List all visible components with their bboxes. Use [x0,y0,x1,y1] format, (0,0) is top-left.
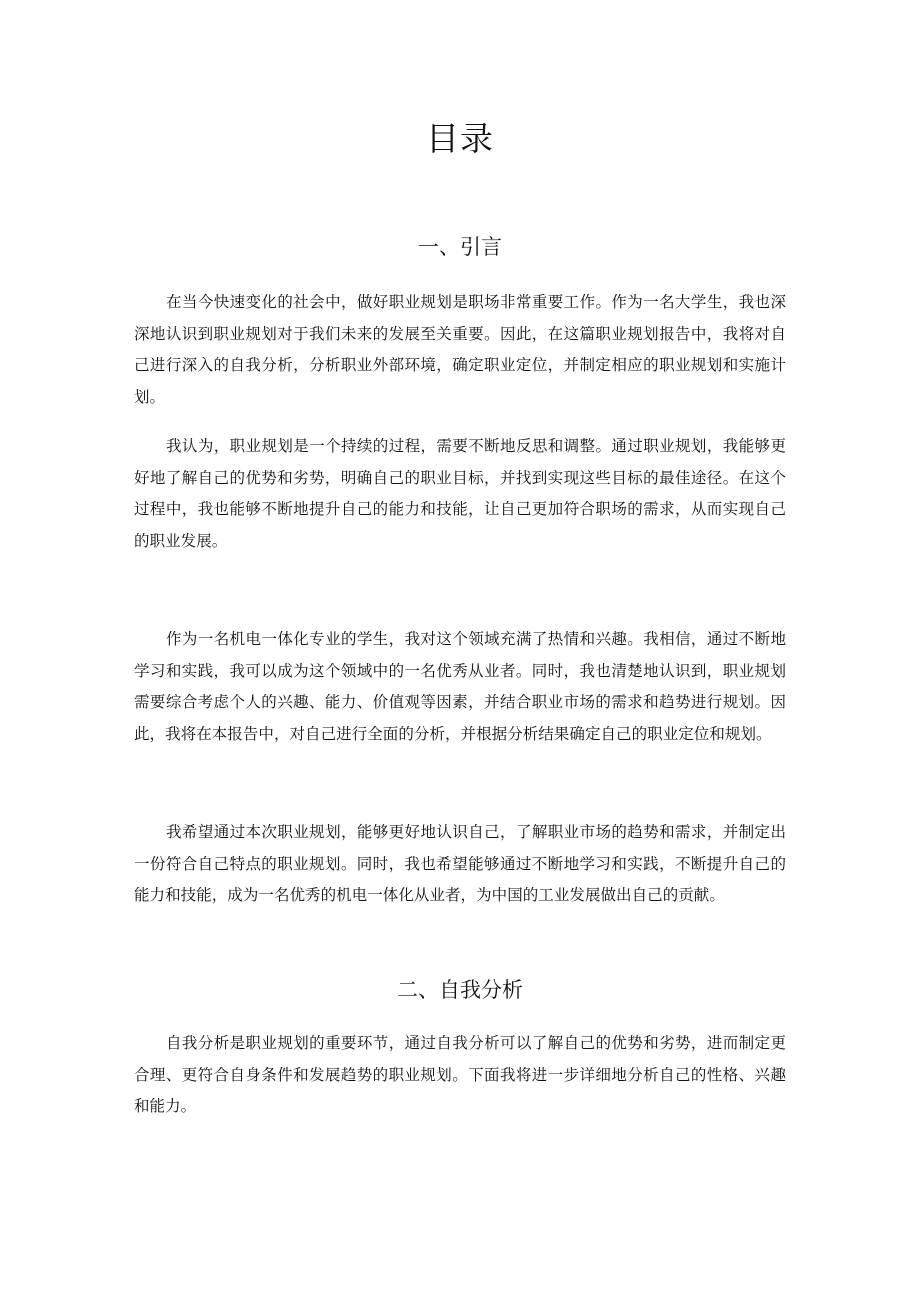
paragraph: 自我分析是职业规划的重要环节，通过自我分析可以了解自己的优势和劣势，进而制定更合理、更符合自身条件和发展趋势的职业规划。下面我将进一步详细地分析自己的性格、兴趣和能力。 [134,1034,786,1115]
paragraph: 在当今快速变化的社会中，做好职业规划是职场非常重要工作。作为一名大学生，我也深深地认识到职业规划对于我们未来的发展至关重要。因此，在这篇职业规划报告中，我将对自己进行深入的自我分析，分析职业外部环境，确定职业定位，并制定相应的职业规划和实施计划。 [134,293,786,406]
document-title: 目录 [426,119,494,158]
section-heading-introduction: 一、引言 [418,235,502,259]
paragraph: 我希望通过本次职业规划，能够更好地认识自己，了解职业市场的趋势和需求，并制定出一份符合自己特点的职业规划。同时，我也希望能够通过不断地学习和实践，不断提升自己的能力和技能，成为一名优秀的机电一体化从业者，为中国的工业发展做出自己的贡献。 [134,823,786,904]
paragraph: 我认为，职业规划是一个持续的过程，需要不断地反思和调整。通过职业规划，我能够更好地了解自己的优势和劣势，明确自己的职业目标，并找到实现这些目标的最佳途径。在这个过程中，我也能够不断地提升自己的能力和技能，让自己更加符合职场的需求，从而实现自己的职业发展。 [134,437,786,550]
section-heading-self-analysis: 二、自我分析 [397,978,523,1002]
paragraph: 作为一名机电一体化专业的学生，我对这个领域充满了热情和兴趣。我相信，通过不断地学习和实践，我可以成为这个领域中的一名优秀从业者。同时，我也清楚地认识到，职业规划需要综合考虑个人的兴趣、能力、价值观等因素，并结合职业市场的需求和趋势进行规划。因此，我将在本报告中，对自己进行全面的分析，并根据分析结果确定自己的职业定位和规划。 [134,630,786,743]
